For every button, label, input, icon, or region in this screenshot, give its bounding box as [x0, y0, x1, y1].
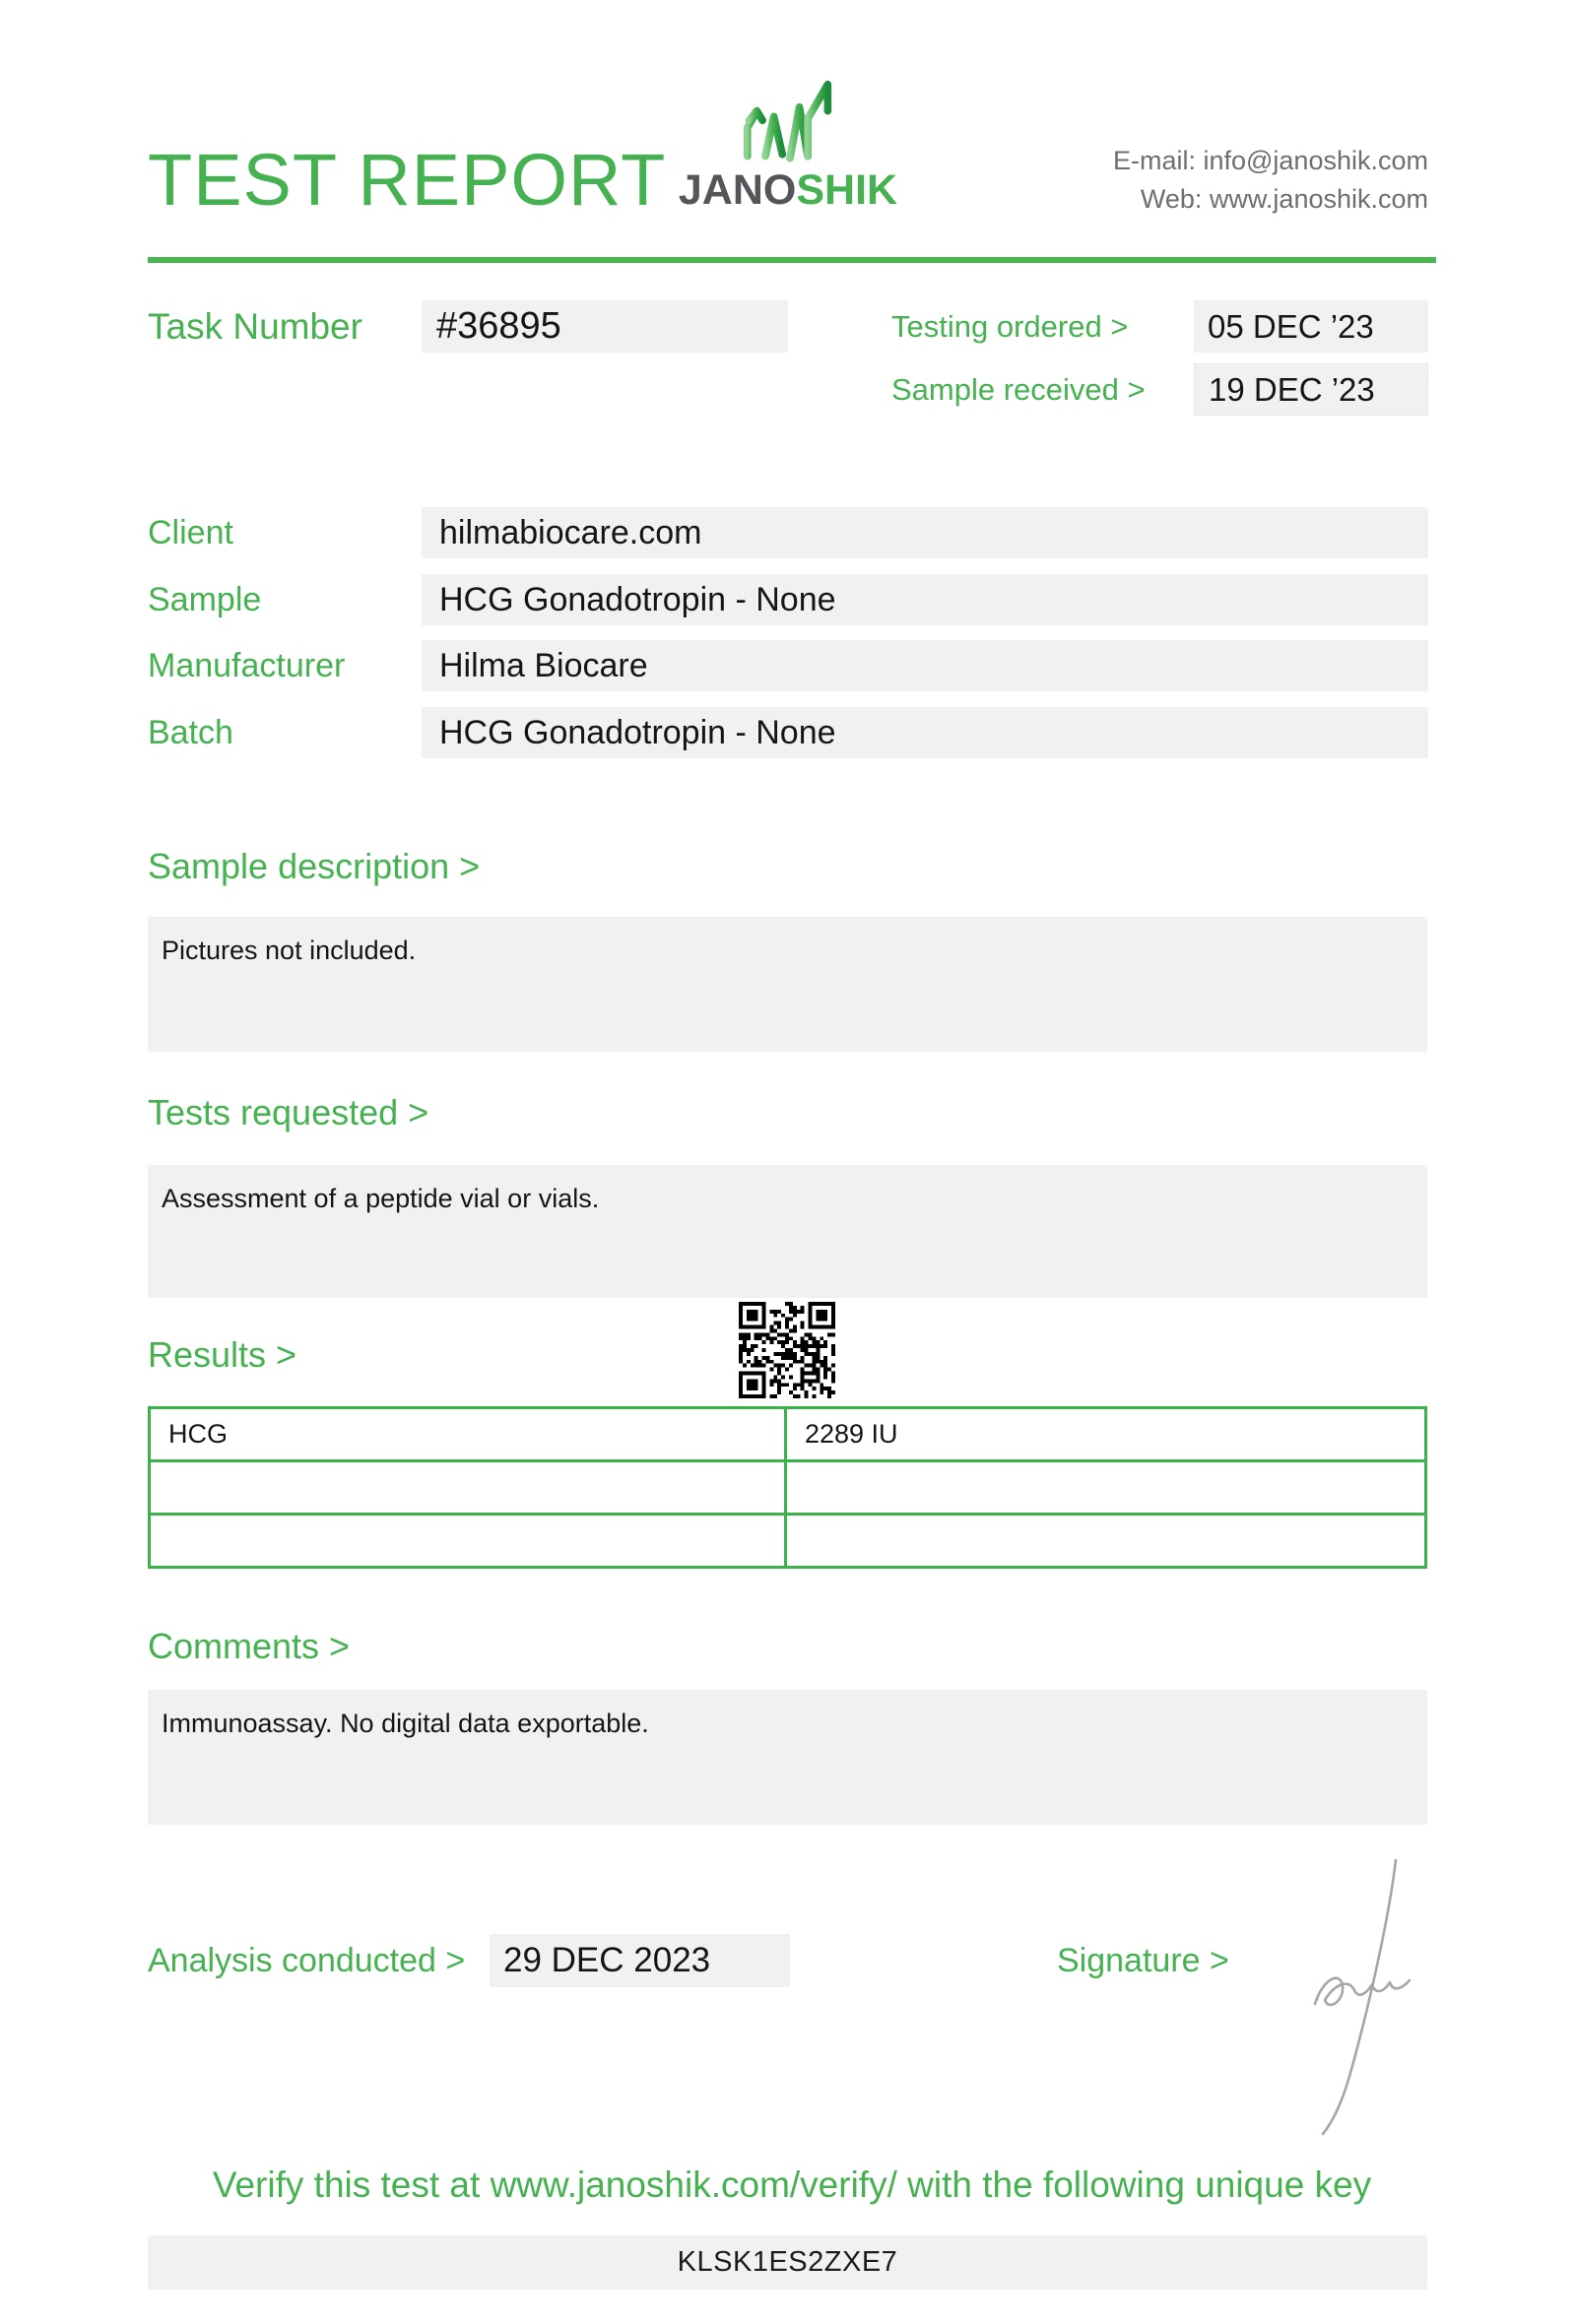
- tests-requested-text: Assessment of a peptide vial or vials.: [162, 1184, 600, 1213]
- testing-ordered-label: Testing ordered >: [891, 309, 1129, 344]
- sample-value: HCG Gonadotropin - None: [422, 574, 1428, 625]
- sample-label: Sample: [148, 580, 262, 618]
- batch-label: Batch: [148, 713, 233, 751]
- analysis-conducted-value: 29 DEC 2023: [490, 1934, 790, 1987]
- result-name: [150, 1515, 786, 1568]
- manufacturer-value: Hilma Biocare: [422, 640, 1428, 691]
- task-number-label: Task Number: [148, 306, 362, 347]
- result-name: [150, 1461, 786, 1515]
- page-title: TEST REPORT: [148, 139, 667, 221]
- result-value: [785, 1461, 1425, 1515]
- header-divider: [148, 257, 1436, 263]
- client-value: hilmabiocare.com: [422, 507, 1428, 558]
- table-row: [150, 1515, 1426, 1568]
- result-name: HCG: [150, 1408, 786, 1461]
- analysis-conducted-label: Analysis conducted >: [148, 1941, 466, 1979]
- testing-ordered-value: 05 DEC ’23: [1194, 300, 1428, 353]
- client-label: Client: [148, 513, 233, 551]
- result-value: [785, 1515, 1425, 1568]
- sample-description-text: Pictures not included.: [162, 936, 417, 965]
- qr-code: [739, 1302, 835, 1398]
- task-number-value: #36895: [422, 300, 788, 353]
- contact-email: E-mail: info@janoshik.com: [1112, 146, 1428, 175]
- sample-description-heading: Sample description >: [148, 846, 481, 886]
- table-row: [150, 1461, 1426, 1515]
- manufacturer-label: Manufacturer: [148, 646, 346, 684]
- tests-requested-heading: Tests requested >: [148, 1092, 429, 1132]
- janoshik-logo-wordmark: [658, 166, 918, 214]
- signature-scribble: [1276, 1854, 1438, 2140]
- comments-text: Immunoassay. No digital data exportable.: [162, 1709, 649, 1738]
- contact-block: [1113, 142, 1428, 219]
- sample-received-label: Sample received >: [891, 372, 1146, 407]
- comments-heading: Comments >: [148, 1626, 351, 1666]
- comments-box: [148, 1690, 1427, 1825]
- sample-description-box: [148, 917, 1427, 1052]
- contact-web: Web: www.janoshik.com: [1140, 184, 1428, 214]
- result-value: 2289 IU: [785, 1408, 1425, 1461]
- logo-chart-icon: [741, 79, 835, 163]
- batch-value: HCG Gonadotropin - None: [422, 707, 1428, 758]
- verify-instruction: Verify this test at www.janoshik.com/verify/ with the following unique key: [212, 2164, 1372, 2205]
- table-row: [150, 1408, 1426, 1461]
- results-heading: Results >: [148, 1334, 297, 1375]
- signature-label: Signature >: [1057, 1941, 1229, 1979]
- sample-received-value: 19 DEC ’23: [1194, 363, 1428, 416]
- logo-text-gray: JANO: [678, 166, 797, 214]
- results-table: [148, 1406, 1427, 1569]
- tests-requested-box: [148, 1165, 1427, 1298]
- logo-text-green: SHIK: [796, 166, 898, 214]
- verify-key: KLSK1ES2ZXE7: [148, 2235, 1427, 2290]
